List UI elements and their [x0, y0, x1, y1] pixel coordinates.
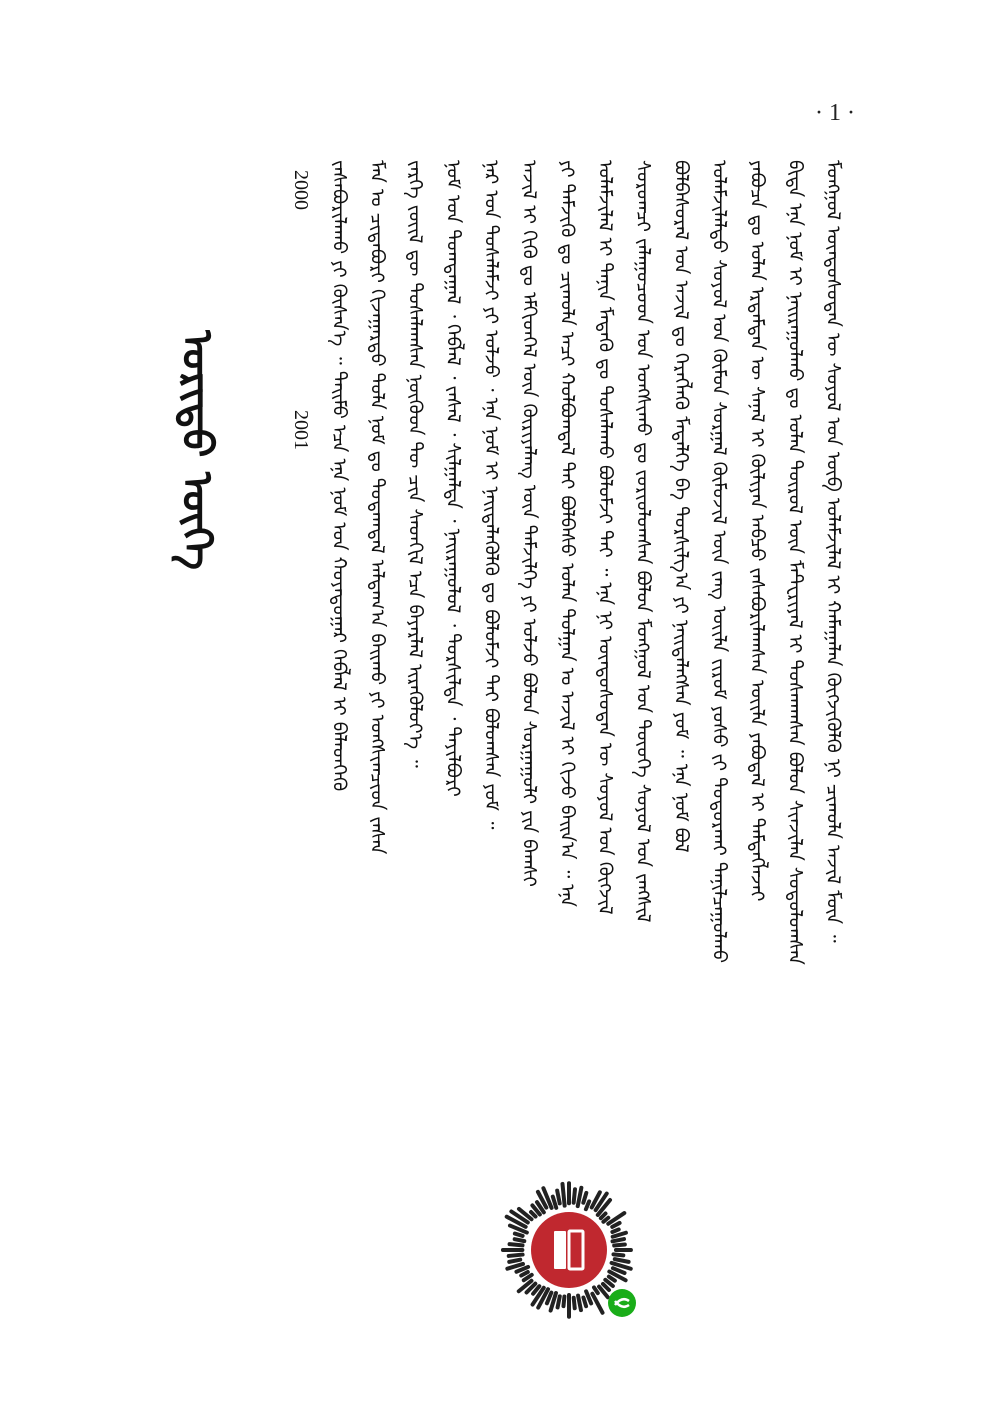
qr-dash	[612, 1229, 618, 1232]
text-column: ᠨᠠᠷ ᠤᠨ ᠲᠤᠰᠠᠯᠠᠮᠵᠢ ᠶᠢ ᠣᠯᠵᠤ ᠂ ᠡᠨᠡ ᠨᠣᠮ ᠢ ᠨᠡᠢᠲᠡᠯᠡᠭᠦᠯᠬᠦ ᠳᠤ ᠪᠣᠯᠤᠮᠵᠢ ᠲᠠᠢ ᠪᠣᠯᠤᠭᠰᠠᠨ ᠶᠤᠮ ᠃	[480, 160, 502, 830]
page-number: · 1 ·	[815, 100, 855, 126]
text-column: ᠪᠢᠳᠡ ᠡᠨᠡ ᠨᠣᠮ ᠢ ᠨᠠᠢᠷᠠᠭᠤᠯᠬᠤ ᠳᠤ ᠣᠯᠠᠨ ᠲᠥᠷᠦᠯ ᠦᠨ ᠮᠠᠲ᠋ᠧᠷᠢᠶᠠᠯ ᠢ ᠲᠤᠰᠬᠠᠭᠰᠠᠨ ᠪᠣᠯᠤᠨ ᠰᠢᠨᠵᠢᠯᠡᠨ ᠰᠤᠳᠤᠯᠤᠭᠰᠠᠨ	[784, 160, 806, 965]
text-column: ᠮᠠᠨ ᠤ ᠴᠢᠳᠠᠪᠤᠷᠢ ᠬᠢᠵᠠᠭᠠᠷᠲᠤ ᠲᠤᠯᠠ ᠨᠣᠮ ᠳᠤ ᠳᠤᠲᠠᠭᠳᠠᠯ ᠠᠯᠳᠠᠭ᠎ᠠ ᠪᠠᠢᠬᠤ ᠶᠢ ᠤᠩᠰᠢᠭᠴᠢᠳ ᠵᠠᠰᠠᠨ	[366, 160, 388, 855]
year-column	[285, 170, 317, 1070]
mini-program-icon	[608, 1289, 636, 1317]
qr-dash	[574, 1298, 575, 1308]
qr-dash	[521, 1272, 528, 1276]
qr-code-graphic	[494, 1175, 644, 1325]
qr-dash	[614, 1244, 625, 1245]
text-column: ᠵᠡᠷᠭᠡ ᠵᠦᠢᠯ ᠳᠦ ᠲᠤᠰᠠᠯᠠᠭᠰᠠᠨ ᠨᠥᠭᠦᠳ ᠲᠦ ᠴᠢᠨ ᠰᠡᠳᠭᠢᠯ ᠡᠴᠡ ᠪᠠᠶᠠᠷᠯᠠᠯ ᠢᠷᠡᠭᠦᠯᠦᠶ᠎ᠡ ᠃	[404, 160, 426, 768]
qr-dash	[562, 1184, 564, 1206]
qr-dash	[578, 1188, 582, 1206]
qr-dash	[578, 1296, 581, 1311]
qr-dash	[515, 1239, 525, 1241]
text-column: ᠶᠢ ᠳᠡᠮᠵᠢᠬᠦ ᠳᠤ ᠴᠢᠬᠤᠯᠠ ᠠᠴᠢ ᠬᠣᠯᠪᠣᠭᠳᠠᠯ ᠲᠠᠢ ᠪᠣᠯᠪᠠᠰᠤ ᠣᠯᠠᠨ ᠲᠤᠯᠭᠠᠨ ᠤ ᠠᠵᠢᠯ ᠢ ᠬᠢᠵᠦ ᠪᠠᠢᠨ᠎ᠠ ᠃ ᠡᠨᠡ	[556, 160, 578, 908]
qr-dash	[557, 1191, 560, 1204]
qr-dash	[583, 1193, 586, 1203]
qr-dash	[615, 1259, 629, 1262]
qr-dash	[515, 1234, 523, 1236]
qr-dash	[594, 1287, 598, 1293]
page-title: ᠤᠷᠢᠳᠤ ᠦᠭᠡ	[173, 330, 222, 571]
text-column: ᠵᠠᠰᠠᠪᠤᠷᠢᠯᠠᠬᠤ ᠶᠢ ᠬᠦᠰᠡᠨ᠎ᠡ ᠃ ᠲᠡᠢᠮᠦ ᠡᠴᠡ ᠡᠨᠡ ᠨᠣᠮ ᠤᠨ ᠬᠣᠶᠠᠳᠤᠭᠠᠷ ᠬᠡᠪᠯᠡᠯ ᠢ ᠪᠡᠯᠡᠳᠭᠡᠬᠦ	[328, 160, 350, 792]
qr-dash	[609, 1277, 615, 1281]
qr-dash	[558, 1296, 560, 1307]
qr-dash	[613, 1254, 623, 1255]
qr-dash	[592, 1294, 602, 1313]
qr-dash	[509, 1255, 523, 1256]
qr-dash	[509, 1260, 520, 1262]
text-column: ᠠᠵᠢᠯ ᠢ ᠬᠢᠬᠦ ᠳᠤ ᠡᠮᠬᠢᠳᠬᠡᠯ ᠦᠨ ᠬᠦᠷᠢᠶᠡᠯᠡᠩ ᠦᠨ ᠳᠡᠮᠵᠢᠯᠭᠡ ᠶᠢ ᠣᠯᠵᠤ ᠪᠣᠯᠤᠨ ᠰᠤᠷᠭᠠᠭᠤᠯᠢ ᠶᠢᠨ ᠪᠠᠭᠰᠢ	[518, 160, 540, 887]
text-column: ᠮᠣᠩᠭᠣᠯ ᠦᠨᠳᠦᠰᠦᠲᠡᠨ ᠦ ᠰᠣᠶᠣᠯ ᠤᠨ ᠦᠪ ᠤᠯᠠᠮᠵᠢᠯᠠᠯ ᠢ ᠬᠠᠮᠠᠭᠠᠯᠠᠨ ᠬᠥᠭᠵᠢᠭᠦᠯᠬᠦ ᠨᠢ ᠴᠢᠬᠤᠯᠠ ᠠᠵᠢᠯ ᠮᠥᠨ ᠃	[822, 160, 844, 943]
qr-dash	[510, 1244, 523, 1245]
qr-dash	[613, 1233, 626, 1237]
qr-dash	[531, 1212, 536, 1217]
text-column: ᠤᠯᠠᠮᠵᠢᠯᠠᠯᠲᠤ ᠰᠣᠶᠣᠯ ᠤᠨ ᠬᠦᠮᠦᠨ ᠰᠤᠷᠭᠠᠯ ᠬᠦᠮᠦᠵᠢᠯ ᠦᠨ ᠵᠠᠩ ᠦᠢᠯᠡ ᠵᠢᠷᠤᠮ ᠶᠣᠰᠤ ᠵᠢ ᠲᠣᠳᠣᠷᠬᠠᠢ ᠲᠠᠨᠢᠯᠴᠠᠭᠤᠯᠬᠤ	[708, 160, 730, 963]
text-column: ᠶᠠᠪᠤᠴᠠ ᠳᠤ ᠣᠯᠠᠨ ᠡᠷᠳᠡᠮᠲᠡᠨ ᠦ ᠰᠠᠨᠠᠯ ᠢ ᠬᠦᠯᠢᠶᠡᠨ ᠠᠪᠴᠤ ᠵᠠᠰᠠᠪᠤᠷᠢᠯᠠᠭᠰᠠᠨ ᠦᠢᠯᠡ ᠶᠠᠪᠤᠳᠠᠯ ᠢ ᠲᠡᠮᠳᠡᠭᠯᠡᠵᠡᠢ	[746, 160, 768, 902]
year-start: 2000	[290, 170, 312, 210]
year-end: 2001	[290, 410, 312, 450]
qr-dash	[586, 1291, 591, 1303]
qr-dash	[586, 1201, 589, 1209]
qr-dash	[563, 1296, 564, 1306]
text-column: ᠪᠣᠯᠪᠠᠰᠤᠷᠠᠯ ᠤᠨ ᠠᠵᠢᠯ ᠳᠤ ᠬᠡᠷᠡᠭᠯᠡᠬᠦ ᠮᠡᠳᠡᠯᠭᠡ ᠪᠠ ᠲᠤᠷᠰᠢᠯᠭ᠎ᠠ ᠶᠢ ᠨᠡᠢᠲᠡᠯᠡᠭᠰᠡᠨ ᠶᠤᠮ ᠃ ᠡᠨᠡ ᠨᠣᠮ ᠪᠣᠯ	[670, 160, 692, 853]
qr-dash	[574, 1189, 575, 1202]
qr-dash	[608, 1213, 624, 1224]
qr-dash	[613, 1239, 624, 1241]
text-column: ᠰᠤᠷᠤᠭᠴᠢ ᠵᠠᠯᠠᠭᠤᠴᠤᠳ ᠤᠨ ᠤᠩᠰᠢᠬᠤ ᠳᠤ ᠵᠣᠷᠢᠤᠯᠤᠭᠰᠠᠨ ᠪᠣᠯᠤᠨ ᠮᠣᠩᠭᠣᠯ ᠤᠨ ᠲᠦᠦᠬᠡ ᠰᠣᠶᠣᠯ ᠤᠨ ᠵᠠᠩᠱᠢᠯ	[632, 160, 654, 923]
qr-dash	[601, 1214, 606, 1219]
qr-dash	[612, 1223, 619, 1227]
qr-code-badge-icon[interactable]	[494, 1175, 644, 1325]
qr-dash	[603, 1284, 609, 1290]
text-column: ᠤᠯᠠᠮᠵᠢᠯᠠᠯ ᠢ ᠲᠠᠨᠢᠨ ᠮᠡᠳᠡᠬᠦ ᠳᠤ ᠲᠤᠰᠠᠯᠠᠬᠤ ᠪᠣᠯᠤᠮᠵᠢ ᠲᠠᠢ ᠃ ᠡᠨᠡ ᠨᠢ ᠦᠨᠳᠦᠰᠦᠲᠡᠨ ᠦ ᠰᠣᠶᠣᠯ ᠤᠨ ᠬᠥᠭᠵᠢᠯ	[594, 160, 616, 915]
qr-dash	[603, 1218, 608, 1222]
qr-dash	[553, 1197, 556, 1208]
qr-dash	[583, 1298, 586, 1307]
text-column: ᠨᠣᠮ ᠤᠨ ᠲᠣᠭᠳᠠᠭᠠᠯ ᠂ ᠬᠡᠪᠯᠡᠯ ᠂ ᠵᠠᠰᠠᠯ ᠂ ᠰᠢᠯᠭᠠᠯᠲᠠ ᠂ ᠨᠠᠢᠷᠠᠭᠤᠯᠤᠯ ᠂ ᠲᠤᠷᠰᠢᠯᠲᠠ ᠂ ᠲᠠᠶᠢᠯᠪᠤᠷᠢ	[442, 160, 464, 797]
